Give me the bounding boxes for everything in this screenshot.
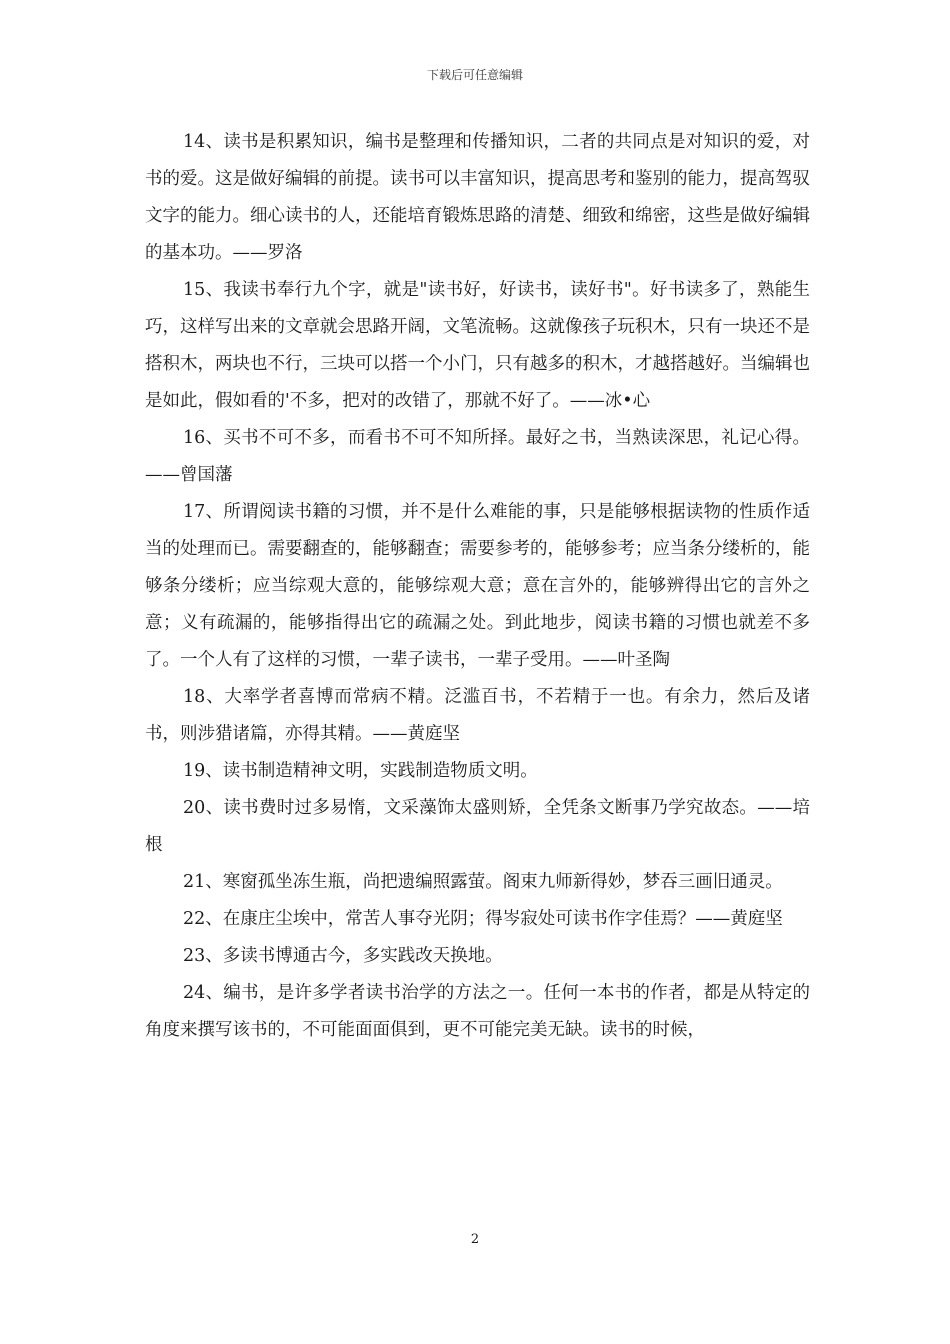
- page-header: 下载后可任意编辑: [426, 68, 523, 82]
- paragraph-22: 22、在康庄尘埃中，常苦人事夺光阴；得岑寂处可读书作字佳焉？——黄庭坚: [183, 909, 783, 929]
- document-body: [145, 124, 810, 1049]
- paragraph-15: 15、我读书奉行九个字，就是"读书好，好读书，读好书"。好书读多了，熟能生巧，这样写出来的文章就会思路开阔，文笔流畅。这就像孩子玩积木，只有一块还不是搭积木，两块也不行，三块可以搭一个小门，只有越多的积木，才越搭越好。当编辑也是如此，假如看的'不多，把对的改错了，那就不好了。——冰•心: [145, 280, 810, 411]
- paragraph-23: 23、多读书博通古今，多实践改天换地。: [183, 946, 503, 966]
- paragraph-21: 21、寒窗孤坐冻生瓶，尚把遗编照露萤。阁束九师新得妙，梦吞三画旧通灵。: [183, 872, 783, 892]
- paragraph-18: 18、大率学者喜博而常病不精。泛滥百书，不若精于一也。有余力，然后及诸书，则涉猎诸篇，亦得其精。——黄庭坚: [145, 687, 810, 744]
- paragraph-16: 16、买书不可不多，而看书不可不知所择。最好之书，当熟读深思，礼记心得。——曾国藩: [145, 428, 810, 485]
- paragraph-17: 17、所谓阅读书籍的习惯，并不是什么难能的事，只是能够根据读物的性质作适当的处理而已。需要翻查的，能够翻查；需要参考的，能够参考；应当条分缕析的，能够条分缕析；应当综观大意的，能够综观大意；意在言外的，能够辨得出它的言外之意；义有疏漏的，能够指得出它的疏漏之处。到此地步，阅读书籍的习惯也就差不多了。一个人有了这样的习惯，一辈子读书，一辈子受用。——叶圣陶: [145, 502, 810, 670]
- paragraph-14: 14、读书是积累知识，编书是整理和传播知识，二者的共同点是对知识的爱，对书的爱。这是做好编辑的前提。读书可以丰富知识，提高思考和鉴别的能力，提高驾驭文字的能力。细心读书的人，还能培育锻炼思路的清楚、细致和绵密，这些是做好编辑的基本功。——罗洛: [145, 132, 810, 263]
- paragraph-19: 19、读书制造精神文明，实践制造物质文明。: [183, 761, 538, 781]
- paragraph-24: 24、编书，是许多学者读书治学的方法之一。任何一本书的作者，都是从特定的角度来撰写该书的，不可能面面俱到，更不可能完美无缺。读书的时候，: [145, 983, 810, 1040]
- page-number: 2: [470, 1232, 480, 1247]
- paragraph-20: 20、读书费时过多易惰，文采藻饰太盛则矫，全凭条文断事乃学究故态。——培根: [145, 798, 810, 855]
